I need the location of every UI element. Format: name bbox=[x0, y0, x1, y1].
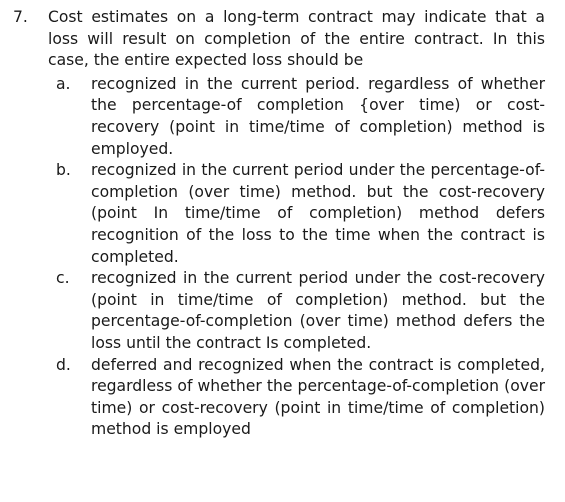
option-d[interactable] bbox=[0, 355, 545, 441]
question-number: 7. bbox=[13, 8, 28, 26]
option-text: recognized in the current period. regardless of whether the percentage-of completion {over time) or cost-recovery (point in time/time of completion) method is employed. bbox=[91, 74, 545, 158]
option-letter: b. bbox=[56, 161, 71, 180]
option-letter: c. bbox=[56, 269, 70, 288]
option-letter: a. bbox=[56, 74, 71, 93]
option-text: recognized in the current period under the cost-recovery (point in time/time of completion) method. but the percentage-of-completion (over time) method defers the loss until the contract Is completed. bbox=[91, 269, 545, 352]
option-c[interactable] bbox=[0, 268, 545, 354]
option-b[interactable] bbox=[0, 160, 545, 268]
question-stem-row bbox=[0, 7, 545, 72]
option-text: recognized in the current period under the percentage-of-completion (over time) method. but the cost-recovery (point In time/time of completion) method defers recognition of the loss to the time when the contract is completed. bbox=[91, 161, 545, 266]
option-a[interactable] bbox=[0, 74, 545, 160]
option-text: deferred and recognized when the contract is completed, regardless of whether the percentage-of-completion (over time) or cost-recovery (point in time/time of completion) method is employed bbox=[91, 355, 545, 439]
question-stem: Cost estimates on a long-term contract may indicate that a loss will result on completion of the entire contract. In this case, the entire expected loss should be bbox=[48, 8, 545, 70]
question-block bbox=[0, 7, 545, 441]
answer-options bbox=[0, 74, 545, 441]
option-letter: d. bbox=[56, 355, 71, 374]
